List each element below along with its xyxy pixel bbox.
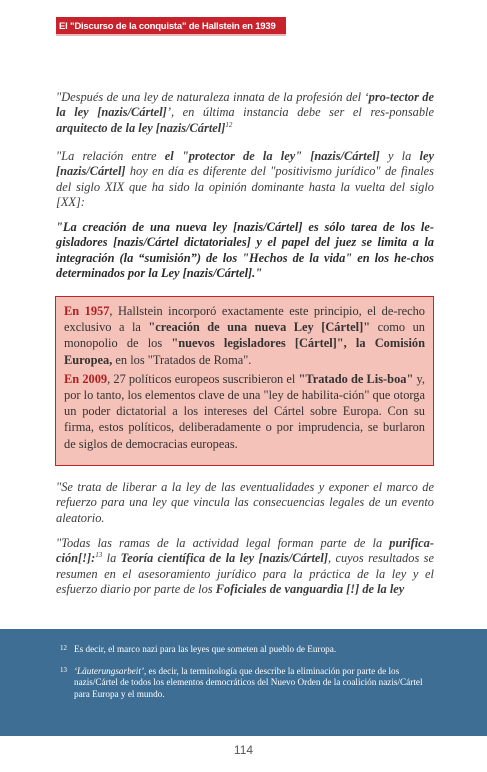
p5-text-2: la	[102, 551, 121, 566]
p1-bold-2: arquitecto de la ley [nazis/Cártel]	[56, 120, 226, 135]
footnote-number: 13	[60, 666, 67, 674]
p2-bold-1: el "protector de la ley" [nazis/Cártel]	[164, 149, 380, 163]
callout-a-text-1: , Hallstein incorporó exactamente este principio, el de-recho exclusivo a la	[64, 304, 425, 335]
callout-a-text-2: como un monopolio de los	[64, 320, 425, 351]
callout-paragraph-1957	[64, 303, 425, 368]
footnote-body: , es decir, la terminología que describe la eliminación por parte de los nazis/Cártel de todos los elementos democráticos del Nuevo Orden de la coalición nazis/Cártel para Europa y el mundo.	[74, 666, 423, 699]
running-header: El "Discurso de la conquista" de Hallstein en 1939	[56, 17, 286, 36]
p5-text-3: , cuyos resultados se resumen en el asesoramiento jurídico para la práctica de la ley y el esfuerzo diario por parte de los	[56, 551, 434, 597]
p1-bold-1: pro-tector de la ley [nazis/Cártel]	[56, 90, 434, 120]
callout-b-text-2: y, por lo tanto, los elementos clave de una "ley de habilita-ción" que otorga un poder dictatorial a los intereses del Cártel sobre Europa. Con su firma, estos políticos, deliberadamente o por imprudencia, se burlaron de siglos de democracias europeas.	[64, 371, 425, 451]
p5-bold-3: Foficiales de vanguardia [!] de la ley	[215, 582, 405, 597]
quote-paragraph-5	[56, 536, 434, 598]
p5-text-1: "Todas las ramas de la actividad legal forman parte de la	[56, 536, 390, 550]
footnote-term: ‘Läuterungsarbeit’	[74, 666, 144, 676]
p5-bold-1: purifica-ción[!]:	[56, 536, 434, 566]
p2-bold-2: ley [nazis/Cártel]	[56, 149, 434, 179]
year-2009: En 2009	[64, 371, 108, 386]
callout-b-bold-1: "Tratado de Lis-boa"	[298, 371, 414, 386]
p1-text-2: ’, en última instancia debe ser el res-ponsable	[166, 105, 435, 120]
quote-paragraph-1	[56, 90, 434, 136]
callout-paragraph-2009	[64, 371, 425, 452]
footnote-ref-12[interactable]: 12	[225, 120, 233, 129]
p2-text-2: y la	[379, 149, 420, 163]
p1-text-1: "Después de una ley de naturaleza innata de la profesión del ‘	[56, 90, 369, 104]
footnote-ref-13[interactable]: 13	[95, 551, 103, 560]
footnotes-panel	[0, 629, 487, 736]
callout-a-bold-1: "creación de una nueva Ley [Cártel]"	[148, 320, 371, 335]
p2-text-1: "La relación entre	[56, 149, 165, 163]
callout-a-bold-2: "nuevos legisladores [Cártel]", la Comisión Europea,	[64, 336, 425, 367]
callout-a-text-3: en los "Tratados de Roma".	[112, 352, 252, 367]
p2-text-3: hoy en día es diferente del "positivismo jurídico" de finales del siglo XIX que ha sido la opinión dominante hasta la vuelta del siglo [XX]:	[56, 164, 434, 210]
quote-paragraph-2	[56, 149, 434, 211]
quote-paragraph-4: "Se trata de liberar a la ley de las eventualidades y exponer el marco de refuerzo para una ley que vincula las consecuencias legales de un evento aleatorio.	[56, 480, 434, 525]
footnote-text	[64, 666, 436, 700]
footnote-text: Es decir, el marco nazi para las leyes que someten al pueblo de Europa.	[74, 644, 337, 654]
year-1957: En 1957	[64, 304, 110, 318]
quote-paragraph-3: "La creación de una nueva ley [nazis/Cártel] es sólo tarea de los le-gisladores [nazis/Cártel dictatoriales] y el papel del juez se limita a la integración (la “sumisión”) de los "Hechos de la vida" en los he-chos determinados por la Ley [nazis/Cártel]."	[56, 220, 434, 281]
footnote-12	[60, 644, 436, 655]
footnote-number: 12	[60, 644, 67, 652]
page-number: 114	[233, 743, 254, 757]
footnote-13	[60, 666, 436, 700]
p5-bold-2: Teoría científica de la ley [nazis/Cártel]	[120, 551, 328, 566]
callout-b-text-1: , 27 políticos europeos suscribieron el	[107, 371, 299, 386]
highlight-box	[55, 296, 434, 466]
